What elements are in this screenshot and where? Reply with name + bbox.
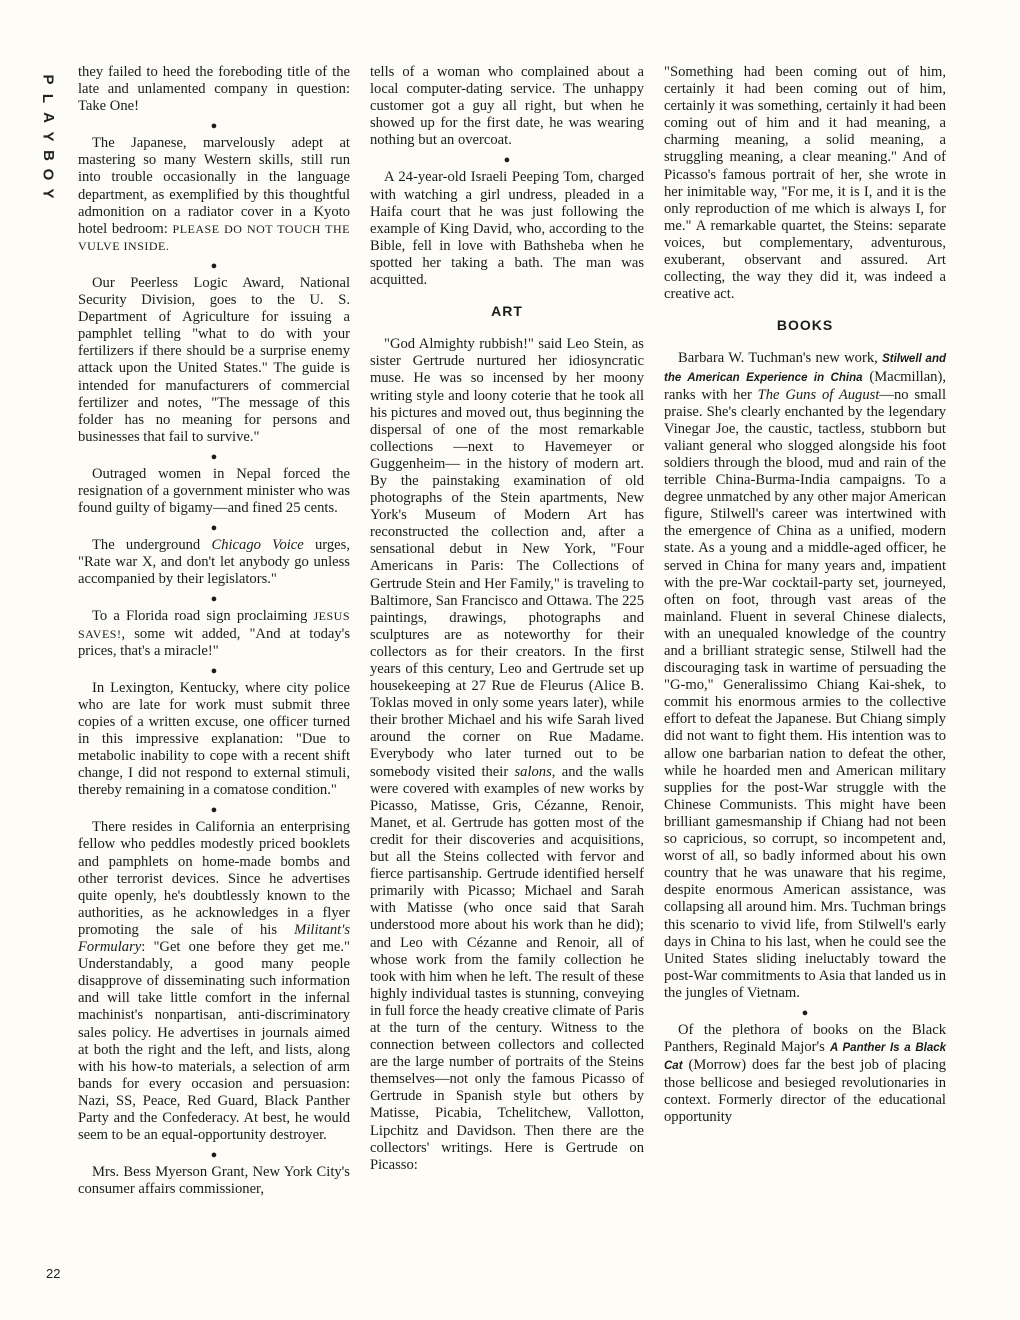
paragraph: Mrs. Bess Myerson Grant, New York City's consumer affairs commissioner, <box>78 1164 350 1198</box>
paragraph: they failed to heed the foreboding title of the late and unlamented company in question: Take One! <box>78 64 350 115</box>
paragraph <box>664 1022 946 1127</box>
paragraph: A 24-year-old Israeli Peeping Tom, charged with watching a girl undress, pleaded in a Haifa court that he was just following the example of King David, who, according to the Bible, fell in love with Bathsheba when he spotted her taking a bath. The man was acquitted. <box>370 169 644 289</box>
bullet-separator: ● <box>503 154 511 167</box>
bullet-separator: ● <box>210 1149 218 1162</box>
book-title: The Guns of August <box>757 386 880 403</box>
paragraph <box>78 819 350 1144</box>
paragraph: Outraged women in Nepal forced the resignation of a government minister who was found guilty of bigamy—and fined 25 cents. <box>78 465 350 517</box>
italic-word: salons <box>514 763 552 780</box>
text: urges, "Rate war X, and don't let anybody go unless accompanied by their legislators." <box>78 537 350 588</box>
text: (Macmillan), ranks with her <box>664 368 946 403</box>
paragraph <box>78 537 350 588</box>
column-1 <box>78 64 350 1198</box>
paragraph <box>78 135 350 255</box>
text: Of the plethora of books on the Black Panthers, Reginald Major's <box>664 1021 946 1056</box>
text: , some wit added, "And at today's prices, that's a miracle!" <box>78 625 350 659</box>
column-3 <box>664 64 946 1127</box>
masthead-letter: L <box>39 93 57 104</box>
bullet-separator: ● <box>210 259 218 272</box>
bullet-separator: ● <box>210 593 218 606</box>
text: To a Florida road sign proclaiming <box>92 608 314 625</box>
bullet-separator: ● <box>210 120 218 133</box>
book-title: A Panther Is a Black Cat <box>664 1042 947 1073</box>
masthead <box>38 70 58 203</box>
section-heading-art: ART <box>491 303 523 320</box>
sign-text: PLEASE DO NOT TOUCH THE VULVE INSIDE. <box>78 221 350 253</box>
bullet-separator: ● <box>210 522 218 535</box>
paragraph <box>370 336 644 1174</box>
text: , and the walls were covered with examples of new works by Picasso, Matisse, Gris, Cézanne, Renoir, Manet, et al. Gertrude has gotten most of the credit for their discoveries and acquisitions, but all the Steins collected with fervor and fierce partisanship. Gertrude identified herself primarily with Picasso; Michael and Sarah with Matisse (who once said that Sarah understood more about his work than he did); and Leo with Cézanne and Renoir, all of whose work from the family collection he took with him when he left. The result of these highly individual tastes is stunning, conveying in full force the heady creative climate of Paris at the turn of the century. Witness to the connection between collectors and collected are the large number of portraits of the Steins themselves—not only the famous Picasso of Gertrude in Spanish style but others by Matisse, Picabia, Tchelitchew, Vallotton, Lipchitz and Davidson. Then there are the collectors' writings. Here is Gertrude on Picasso: <box>370 763 644 1173</box>
paragraph: tells of a woman who complained about a local computer-dating service. The unhappy customer got a guy all right, but when he showed up for the first date, he was wearing nothing but an overcoat. <box>370 64 644 149</box>
publication-title: Militant's Formulary <box>78 921 350 956</box>
paragraph <box>664 350 946 1002</box>
text: (Morrow) does far the best job of placing those bellicose and besieged revolutionaries in context. Formerly director of the educational opportunity <box>664 1057 946 1126</box>
paragraph: In Lexington, Kentucky, where city police who are late for work must submit three copies of a written excuse, one officer turned in this impressive explanation: "Due to metabolic inability to cope with a recent shift change, I did not respond to external stimuli, thereby remaining in a comatose condition." <box>78 679 350 799</box>
masthead-letter: B <box>39 150 57 161</box>
book-title: Stilwell and the American Experience in China <box>664 353 947 384</box>
text: —no small praise. She's clearly enchanted by the legendary Vinegar Joe, the caustic, tactless, stubborn but valiant general who slogged alongside his foot soldiers through the blood, mud and rain of the terrible China-Burma-India campaigns. To a degree unmatched by any other major American figure, Stilwell's career was intertwined with the emergence of China as a unified, modern state. As a young and a middle-aged officer, he served in China for many years and, impatient with the pre-War cocktail-party set, journeyed, often on foot, through vast areas of the mainland. Fluent in several Chinese dialects, with an unequaled knowledge of the country and a brilliant strategic sense, Stilwell had the discouraging task in wartime of persuading the "G-mo," Generalissimo Chiang Kai-shek, to commit his enormous armies to the collective effort to defeat the Japanese. But Chiang simply did not want to fight them. His intention was to allow one barbarian nation to defeat the other, while he hoarded men and American military supplies for the post-War struggle with the Chinese Communists. This might have been brilliant gamesmanship if Chiang had not been so capricious, so corrupt, so incompetent and, worst of all, so badly informed about his own country that he was unaware that his regime, despite enormous American assistance, was collapsing all around him. Mrs. Tuchman brings this scenario to vivid life, from Stilwell's early days in China to his last, when he could see the United States sliding ineluctably toward the post-War commitments to Asia that landed us in the jungles of Vietnam. <box>664 386 947 1001</box>
paragraph: "Something had been coming out of him, certainly it had been coming out of him, certainly it was something, certainly it had been coming out of him and it had meaning, a charming meaning, a solid meaning, a struggling meaning, a clear meaning." And of Picasso's famous portrait of her, she wrote in her inimitable way, "For me, it is I, and it is the only reproduction of me which is always I, for me." A remarkable quartet, the Steins: separate voices, but complementary, adventurous, exuberant, observant and assured. Art collecting, the way they did it, was indeed a creative act. <box>664 64 946 303</box>
masthead-letter: Y <box>39 188 57 199</box>
text: The underground <box>92 537 212 554</box>
text: Barbara W. Tuchman's new work, <box>678 350 883 367</box>
text: "God Almighty rubbish!" said Leo Stein, as sister Gertrude nurtured her idiosyncratic muse. He was so incensed by her moony writing style and loony coterie that he took all his pictures and moved out, thus beginning the dispersal of one of the most remarkable collections —next to Havemeyer or Guggenheim— in the history of modern art. By the painstaking examination of old photographs of the Stein apartments, New York's Museum of Modern Art has reconstructed the collection and, after a sensational debut in New York, "Four Americans in Paris: The Collections of Gertrude Stein and Her Family," is traveling to Baltimore, San Francisco and Ottawa. The 225 paintings, drawings, photographs and sculptures are as noteworthy for their collectors as for their creators. In the first years of this century, Leo and Gertrude set up housekeeping at 27 Rue de Fleurus (Alice B. Toklas moved in only some years later), while their brother Michael and his wife Sarah lived around the corner on Rue Madame. Everybody who later turned out to be somebody visited their <box>370 336 644 780</box>
text: There resides in California an enterprising fellow who peddles modestly priced booklets and pamphlets on home-made bombs and other terrorist devices. Since he advertises quite openly, he's doubtlessly known to the authorities, as he acknowledges in a flyer promoting the sale of his <box>78 819 350 938</box>
masthead-letter: Y <box>39 131 57 142</box>
masthead-letter: P <box>39 74 57 85</box>
paragraph <box>78 608 350 659</box>
bullet-separator: ● <box>210 804 218 817</box>
page-number: 22 <box>46 1266 61 1281</box>
sign-text: JESUS SAVES! <box>78 609 350 641</box>
publication-title: Chicago Voice <box>211 537 304 554</box>
text: : "Get one before they get me." Understandably, a good many people disapprove of disseminating such information and will take little comfort in the infernal machinist's nonpartisan, anti-discriminatory sales policy. He advertises in journals aimed at both the right and the left, and lists, along with his how-to materials, a selection of arm bands for every occasion and persuasion: Nazi, SS, Peace, Red Guard, Black Panther Party and the Confederacy. At best, he would seem to be an equal-opportunity destroyer. <box>78 939 350 1144</box>
paragraph: Our Peerless Logic Award, National Security Division, goes to the U. S. Department of Agriculture for issuing a pamphlet telling "what to do with your fertilizers if there should be a surprise enemy attack upon the United States." The guide is intended for manufacturers of commercial fertilizer and notes, "The message of this folder has no meaning for persons and businesses that fail to survive." <box>78 274 350 445</box>
bullet-separator: ● <box>210 664 218 677</box>
text: The Japanese, marvelously adept at mastering so many Western skills, still run into trouble occasionally in the language department, as exemplified by this thoughtful admonition on a radiator cover in a Kyoto hotel bedroom: <box>78 135 350 237</box>
masthead-letter: O <box>39 168 57 181</box>
column-2 <box>370 64 644 1174</box>
bullet-separator: ● <box>801 1006 809 1019</box>
masthead-letter: A <box>39 112 57 123</box>
bullet-separator: ● <box>210 450 218 463</box>
section-heading-books: BOOKS <box>776 317 834 334</box>
